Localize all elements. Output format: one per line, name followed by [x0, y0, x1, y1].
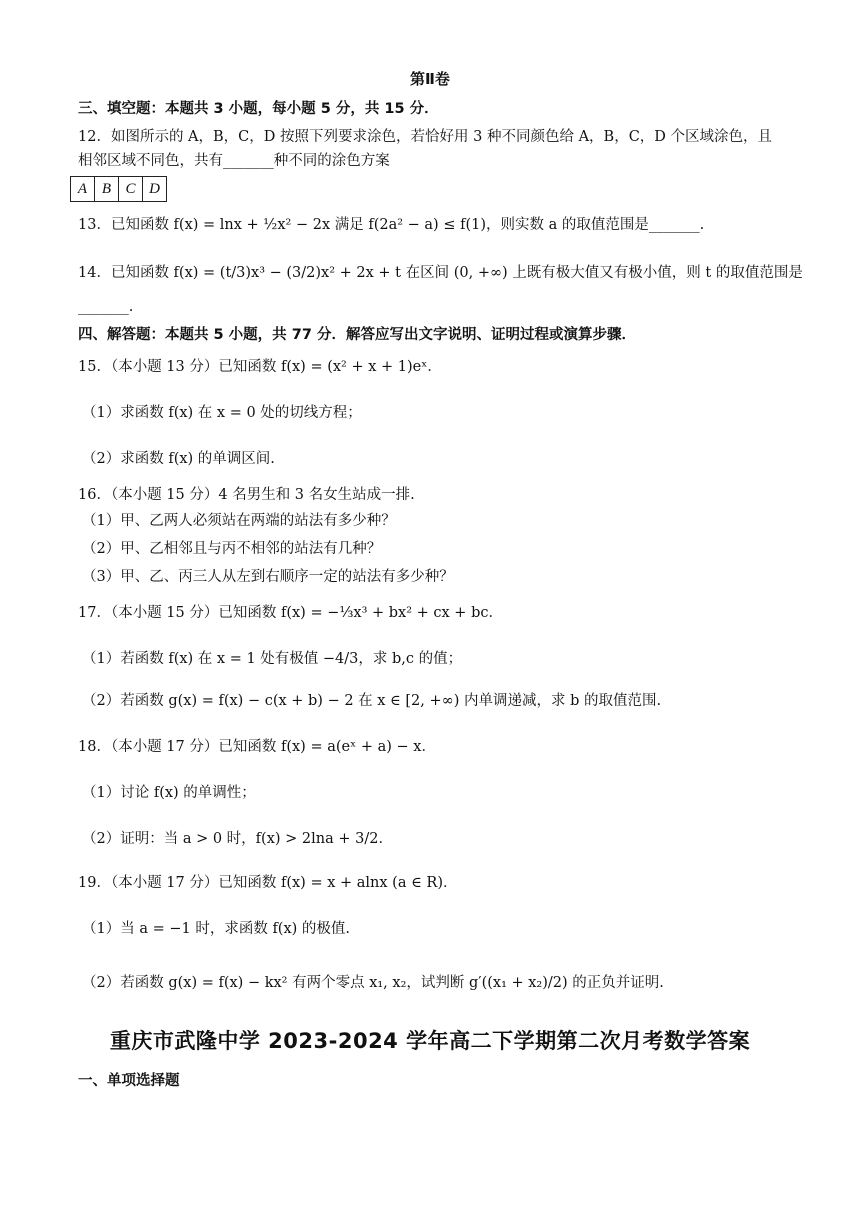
region-diagram [70, 176, 167, 202]
q15-part1: （1）求函数 f(x) 在 x = 0 处的切线方程； [82, 405, 362, 421]
region-a: A [71, 177, 95, 202]
q18-part2: （2）证明：当 a > 0 时，f(x) > 2lna + 3/2． [82, 831, 393, 847]
region-c: C [119, 177, 143, 202]
answer-section-heading: 一、单项选择题 [78, 1073, 180, 1089]
fill-in-heading: 三、填空题：本题共 3 小题，每小题 5 分，共 15 分． [78, 101, 439, 117]
q17-part1: （1）若函数 f(x) 在 x = 1 处有极值 −4/3，求 b,c 的值； [82, 651, 463, 667]
q17-part2: （2）若函数 g(x) = f(x) − c(x + b) − 2 在 x ∈ [2, +∞) 内单调递减，求 b 的取值范围. [82, 693, 662, 709]
q14-line1: 14．已知函数 f(x) = (t/3)x³ − (3/2)x² + 2x + t 在区间 (0, +∞) 上既有极大值又有极小值，则 t 的取值范围是 [78, 265, 803, 281]
q16-part1: （1）甲、乙两人必须站在两端的站法有多少种？ [82, 513, 396, 529]
q16-stem: 16．（本小题 15 分）4 名男生和 3 名女生站成一排. [78, 487, 415, 503]
q16-part2: （2）甲、乙相邻且与丙不相邻的站法有几种？ [82, 541, 382, 557]
q19-part2: （2）若函数 g(x) = f(x) − kx² 有两个零点 x₁, x₂，试判断 g′((x₁ + x₂)/2) 的正负并证明. [82, 975, 664, 991]
q14-line2: _______. [78, 299, 134, 315]
q19-part1: （1）当 a = −1 时，求函数 f(x) 的极值. [82, 921, 351, 937]
q15-part2: （2）求函数 f(x) 的单调区间. [82, 451, 275, 467]
q12-line1: 12．如图所示的 A，B，C，D 按照下列要求涂色，若恰好用 3 种不同颜色给 A，B，C，D 个区域涂色，且 [78, 129, 773, 145]
answer-heading: 四、解答题：本题共 5 小题，共 77 分．解答应写出文字说明、证明过程或演算步骤． [78, 327, 636, 343]
q18-stem: 18．（本小题 17 分）已知函数 f(x) = a(eˣ + a) − x． [78, 739, 436, 755]
section-title: 第Ⅱ卷 [410, 70, 450, 88]
q15-stem: 15．（本小题 13 分）已知函数 f(x) = (x² + x + 1)eˣ． [78, 359, 442, 375]
q17-stem: 17．（本小题 15 分）已知函数 f(x) = −⅓x³ + bx² + cx + bc． [78, 605, 503, 621]
region-b: B [95, 177, 119, 202]
q19-stem: 19．（本小题 17 分）已知函数 f(x) = x + alnx (a ∈ R)． [78, 875, 458, 891]
q18-part1: （1）讨论 f(x) 的单调性； [82, 785, 256, 801]
q16-part3: （3）甲、乙、丙三人从左到右顺序一定的站法有多少种？ [82, 569, 454, 585]
q12-line2: 相邻区域不同色，共有_______种不同的涂色方案 [78, 153, 390, 169]
answer-title: 重庆市武隆中学 2023-2024 学年高二下学期第二次月考数学答案 [109, 1029, 751, 1053]
region-d: D [143, 177, 167, 202]
q13: 13．已知函数 f(x) = lnx + ½x² − 2x 满足 f(2a² − a) ≤ f(1)，则实数 a 的取值范围是_______. [78, 217, 705, 233]
